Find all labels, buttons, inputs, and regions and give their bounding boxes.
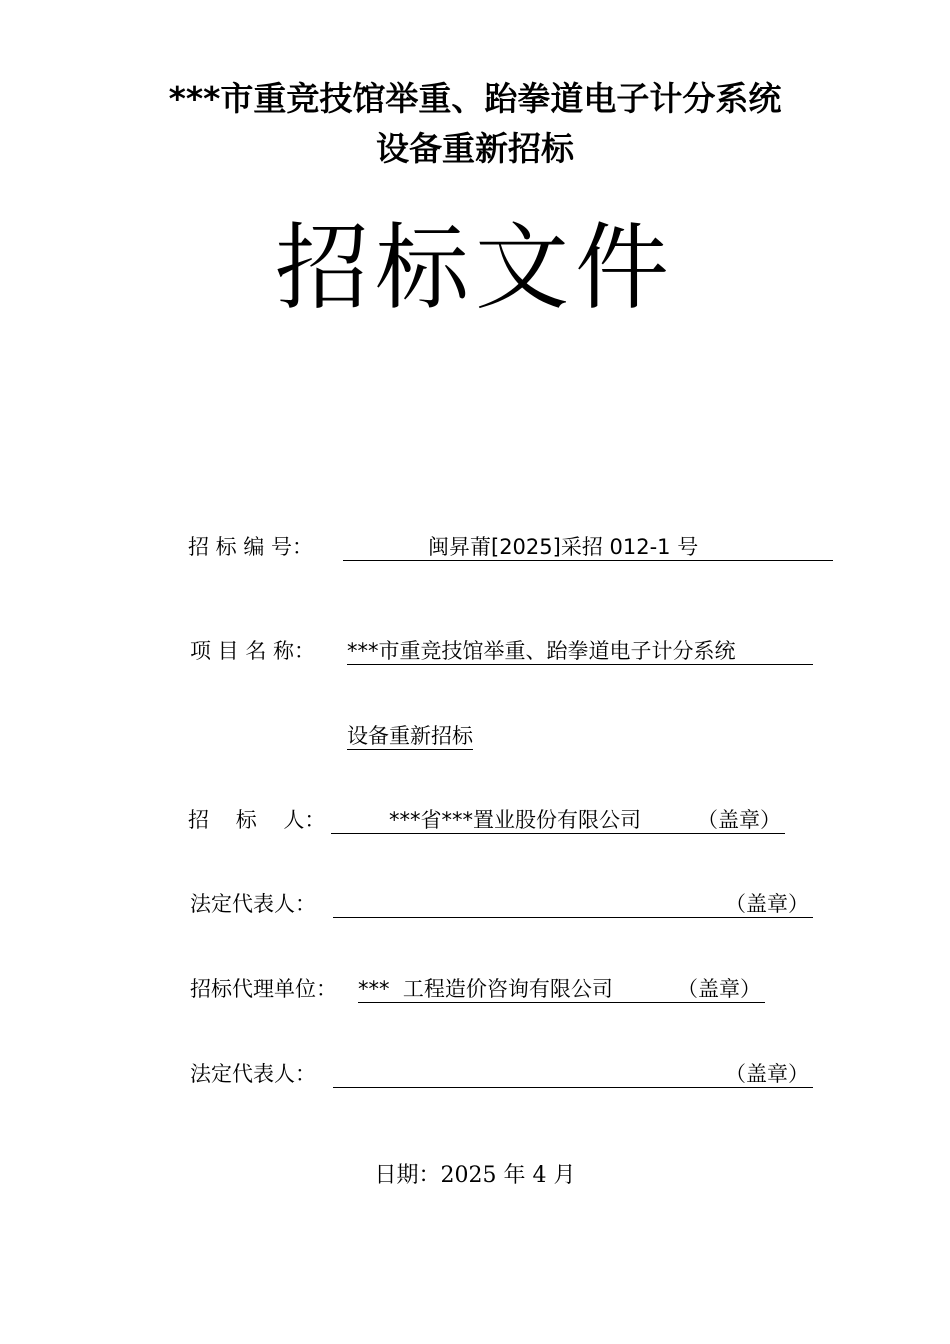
tenderer-seal: （盖章） <box>697 808 781 832</box>
project-name-field-line1 <box>347 641 813 665</box>
tenderer-field <box>331 810 785 834</box>
bid-number-label: 招 标 编 号： <box>188 535 314 559</box>
agency-value: *** 工程造价咨询有限公司 <box>358 977 613 1001</box>
legal-rep-1-field <box>333 894 813 918</box>
legal-rep-2-label: 法定代表人： <box>190 1062 316 1086</box>
project-name-value-line1: ***市重竞技馆举重、跆拳道电子计分系统 <box>347 639 736 663</box>
legal-rep-2-field <box>333 1064 813 1088</box>
tenderer-label: 招 标 人： <box>188 808 326 832</box>
project-name-value-line2: 设备重新招标 <box>347 724 473 748</box>
bid-number-value: 闽昇莆[2025]采招 012-1 号 <box>428 535 699 559</box>
project-name-field-line2 <box>347 726 473 750</box>
agency-seal: （盖章） <box>677 977 761 1001</box>
tenderer-value: ***省***置业股份有限公司 <box>389 808 641 832</box>
legal-rep-2-seal: （盖章） <box>725 1062 809 1086</box>
issue-date: 日期：2025 年 4 月 <box>374 1163 576 1188</box>
legal-rep-1-label: 法定代表人： <box>190 892 316 916</box>
document-type-heading: 招标文件 <box>274 214 675 323</box>
title-line-1: ***市重竞技馆举重、跆拳道电子计分系统 <box>168 79 782 118</box>
bid-number-field <box>343 537 833 561</box>
legal-rep-1-seal: （盖章） <box>725 892 809 916</box>
title-line-2: 设备重新招标 <box>376 129 574 168</box>
project-name-label: 项 目 名 称： <box>190 639 316 663</box>
agency-field <box>358 979 765 1003</box>
agency-label: 招标代理单位： <box>190 977 337 1001</box>
